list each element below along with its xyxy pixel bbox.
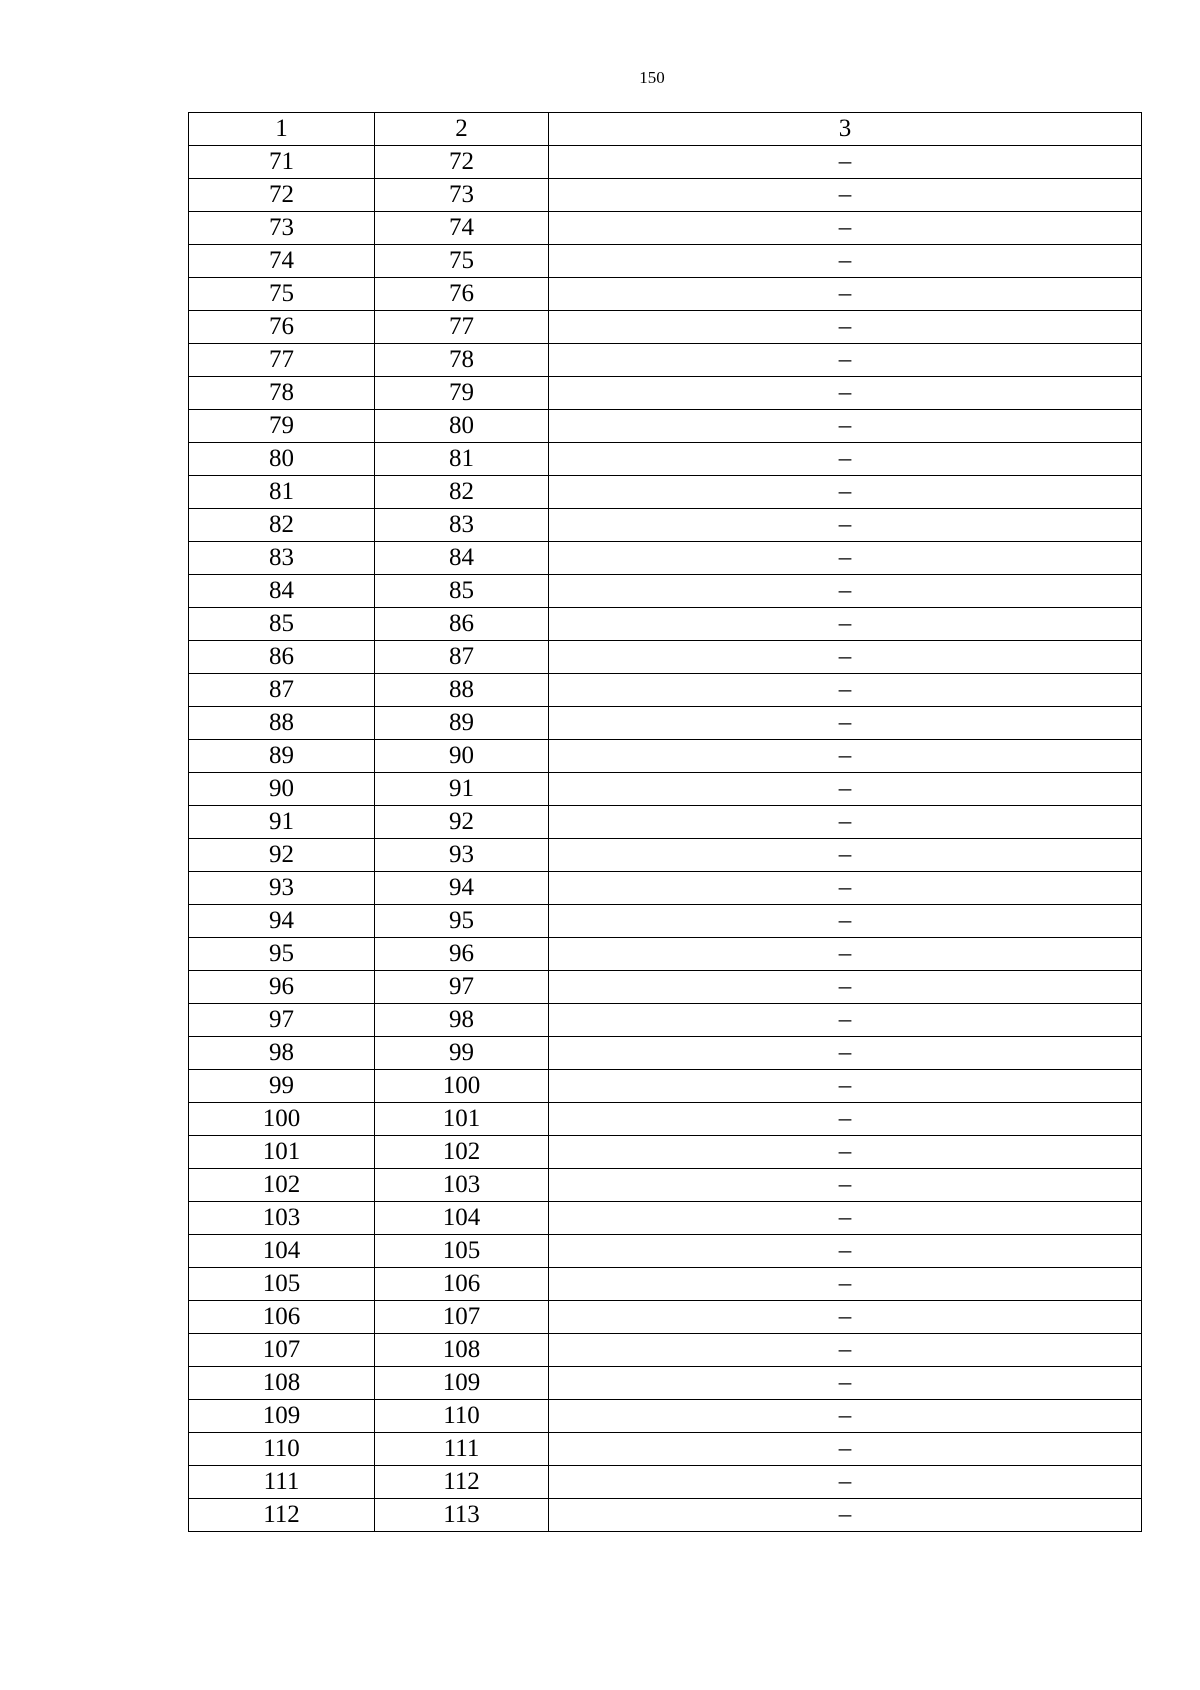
table-cell-col-1: 111 (189, 1466, 375, 1499)
table-cell-col-2: 74 (375, 212, 549, 245)
table-cell-col-1: 91 (189, 806, 375, 839)
table-cell-col-3: – (549, 1334, 1142, 1367)
table-cell-col-2: 92 (375, 806, 549, 839)
table-row (189, 509, 1142, 542)
table-cell-col-1: 75 (189, 278, 375, 311)
table-cell-col-2: 97 (375, 971, 549, 1004)
table-cell-col-3: – (549, 938, 1142, 971)
table-cell-col-2: 113 (375, 1499, 549, 1532)
table-cell-col-2: 111 (375, 1433, 549, 1466)
table-cell-col-1: 98 (189, 1037, 375, 1070)
table-cell-col-1: 104 (189, 1235, 375, 1268)
table-body (189, 113, 1142, 1532)
table-cell-col-3: – (549, 179, 1142, 212)
table-cell-col-2: 80 (375, 410, 549, 443)
table-row (189, 311, 1142, 344)
table-cell-col-2: 99 (375, 1037, 549, 1070)
table-cell-col-1: 110 (189, 1433, 375, 1466)
table-row (189, 1136, 1142, 1169)
table-cell-col-3: – (549, 1235, 1142, 1268)
table-cell-col-3: – (549, 410, 1142, 443)
table-cell-col-2: 73 (375, 179, 549, 212)
table-cell-col-2: 84 (375, 542, 549, 575)
table-cell-col-3: – (549, 542, 1142, 575)
page-number: 150 (639, 68, 665, 87)
table-cell-col-3: – (549, 1433, 1142, 1466)
table-cell-col-3: – (549, 839, 1142, 872)
table-cell-col-2: 101 (375, 1103, 549, 1136)
table-row (189, 1499, 1142, 1532)
table-row (189, 971, 1142, 1004)
table-cell-col-3: – (549, 641, 1142, 674)
table-cell-col-3: – (549, 344, 1142, 377)
table-row (189, 1037, 1142, 1070)
table-cell-col-3: – (549, 674, 1142, 707)
table-row (189, 707, 1142, 740)
table-cell-col-3: – (549, 146, 1142, 179)
table-cell-col-2: 76 (375, 278, 549, 311)
table-cell-col-1: 96 (189, 971, 375, 1004)
table-cell-col-2: 86 (375, 608, 549, 641)
table-cell-col-3: – (549, 1466, 1142, 1499)
table-cell-col-1: 77 (189, 344, 375, 377)
table-cell-col-2: 88 (375, 674, 549, 707)
table-cell-col-1: 95 (189, 938, 375, 971)
table-cell-col-2: 105 (375, 1235, 549, 1268)
table-cell-col-3: – (549, 1400, 1142, 1433)
table-row (189, 146, 1142, 179)
table-cell-col-2: 75 (375, 245, 549, 278)
table-cell-col-3: – (549, 1037, 1142, 1070)
table-cell-col-3: – (549, 1169, 1142, 1202)
table-cell-col-1: 100 (189, 1103, 375, 1136)
table-cell-col-2: 93 (375, 839, 549, 872)
table-cell-col-3: – (549, 740, 1142, 773)
table-cell-col-1: 78 (189, 377, 375, 410)
table-cell-col-1: 93 (189, 872, 375, 905)
table-cell-col-3: – (549, 1202, 1142, 1235)
table-cell-col-3: – (549, 1136, 1142, 1169)
table-row (189, 806, 1142, 839)
table-row (189, 377, 1142, 410)
table-cell-col-3: – (549, 575, 1142, 608)
header-cell-1: 1 (189, 113, 375, 146)
table-cell-col-2: 83 (375, 509, 549, 542)
table-cell-col-2: 79 (375, 377, 549, 410)
table-cell-col-3: – (549, 872, 1142, 905)
table-row (189, 542, 1142, 575)
table-cell-col-3: – (549, 443, 1142, 476)
table-row (189, 212, 1142, 245)
table-row (189, 641, 1142, 674)
table-cell-col-1: 76 (189, 311, 375, 344)
table-cell-col-1: 72 (189, 179, 375, 212)
table-cell-col-3: – (549, 377, 1142, 410)
table-cell-col-2: 85 (375, 575, 549, 608)
table-cell-col-3: – (549, 773, 1142, 806)
table-cell-col-1: 73 (189, 212, 375, 245)
table-cell-col-1: 97 (189, 1004, 375, 1037)
table-cell-col-2: 90 (375, 740, 549, 773)
table-row (189, 1004, 1142, 1037)
table-cell-col-1: 87 (189, 674, 375, 707)
table-cell-col-1: 89 (189, 740, 375, 773)
table-cell-col-3: – (549, 509, 1142, 542)
table-cell-col-2: 102 (375, 1136, 549, 1169)
table-cell-col-2: 110 (375, 1400, 549, 1433)
table-cell-col-1: 109 (189, 1400, 375, 1433)
table-cell-col-3: – (549, 311, 1142, 344)
table-row (189, 278, 1142, 311)
table-cell-col-2: 103 (375, 1169, 549, 1202)
table-cell-col-1: 81 (189, 476, 375, 509)
table-cell-col-1: 92 (189, 839, 375, 872)
table-row (189, 1103, 1142, 1136)
header-cell-2: 2 (375, 113, 549, 146)
table-cell-col-1: 79 (189, 410, 375, 443)
table-cell-col-2: 81 (375, 443, 549, 476)
data-table (188, 112, 1142, 1532)
table-row (189, 1367, 1142, 1400)
table-cell-col-2: 95 (375, 905, 549, 938)
table-row (189, 1466, 1142, 1499)
table-cell-col-3: – (549, 971, 1142, 1004)
table-cell-col-3: – (549, 1103, 1142, 1136)
table-cell-col-1: 88 (189, 707, 375, 740)
table-cell-col-3: – (549, 806, 1142, 839)
table-cell-col-2: 108 (375, 1334, 549, 1367)
table-row (189, 608, 1142, 641)
table-row (189, 179, 1142, 212)
table-cell-col-2: 91 (375, 773, 549, 806)
table-row (189, 1235, 1142, 1268)
table-cell-col-3: – (549, 278, 1142, 311)
table-row (189, 1433, 1142, 1466)
table-cell-col-3: – (549, 476, 1142, 509)
table-cell-col-2: 87 (375, 641, 549, 674)
table-cell-col-2: 100 (375, 1070, 549, 1103)
table-cell-col-3: – (549, 1367, 1142, 1400)
header-cell-3: 3 (549, 113, 1142, 146)
table-cell-col-1: 85 (189, 608, 375, 641)
table-row (189, 1169, 1142, 1202)
table-cell-col-2: 96 (375, 938, 549, 971)
table-row (189, 410, 1142, 443)
table-row (189, 905, 1142, 938)
table-cell-col-1: 84 (189, 575, 375, 608)
table-cell-col-1: 102 (189, 1169, 375, 1202)
table-row (189, 1334, 1142, 1367)
table-row (189, 1202, 1142, 1235)
table-cell-col-1: 71 (189, 146, 375, 179)
table-row (189, 476, 1142, 509)
table-row (189, 443, 1142, 476)
table-cell-col-1: 74 (189, 245, 375, 278)
table-cell-col-1: 83 (189, 542, 375, 575)
table-cell-col-3: – (549, 212, 1142, 245)
table-cell-col-2: 72 (375, 146, 549, 179)
table-row (189, 872, 1142, 905)
table-row (189, 245, 1142, 278)
table-cell-col-3: – (549, 608, 1142, 641)
table-cell-col-3: – (549, 245, 1142, 278)
table-cell-col-2: 104 (375, 1202, 549, 1235)
table-row (189, 575, 1142, 608)
table-cell-col-1: 80 (189, 443, 375, 476)
table-cell-col-1: 101 (189, 1136, 375, 1169)
table-cell-col-2: 77 (375, 311, 549, 344)
table-cell-col-2: 106 (375, 1268, 549, 1301)
table-cell-col-2: 98 (375, 1004, 549, 1037)
table-cell-col-1: 105 (189, 1268, 375, 1301)
table-cell-col-2: 112 (375, 1466, 549, 1499)
table-row (189, 839, 1142, 872)
table-cell-col-1: 86 (189, 641, 375, 674)
table-row (189, 1301, 1142, 1334)
table-row (189, 344, 1142, 377)
table-cell-col-1: 99 (189, 1070, 375, 1103)
table-cell-col-3: – (549, 1301, 1142, 1334)
table-cell-col-3: – (549, 905, 1142, 938)
table-cell-col-1: 82 (189, 509, 375, 542)
table-cell-col-1: 90 (189, 773, 375, 806)
table-row (189, 740, 1142, 773)
table-row (189, 1400, 1142, 1433)
table-row (189, 1070, 1142, 1103)
table-header-row (189, 113, 1142, 146)
table-row (189, 773, 1142, 806)
table-cell-col-3: – (549, 707, 1142, 740)
table-cell-col-3: – (549, 1070, 1142, 1103)
table-cell-col-2: 109 (375, 1367, 549, 1400)
table-cell-col-1: 103 (189, 1202, 375, 1235)
table-cell-col-1: 108 (189, 1367, 375, 1400)
table-cell-col-2: 107 (375, 1301, 549, 1334)
table-cell-col-1: 107 (189, 1334, 375, 1367)
table-cell-col-1: 112 (189, 1499, 375, 1532)
table-cell-col-1: 94 (189, 905, 375, 938)
table-row (189, 1268, 1142, 1301)
table-cell-col-1: 106 (189, 1301, 375, 1334)
table-cell-col-2: 78 (375, 344, 549, 377)
table-cell-col-3: – (549, 1499, 1142, 1532)
table-cell-col-2: 82 (375, 476, 549, 509)
table-row (189, 938, 1142, 971)
table-cell-col-3: – (549, 1268, 1142, 1301)
table-cell-col-2: 94 (375, 872, 549, 905)
table-cell-col-3: – (549, 1004, 1142, 1037)
table-row (189, 674, 1142, 707)
table-cell-col-2: 89 (375, 707, 549, 740)
